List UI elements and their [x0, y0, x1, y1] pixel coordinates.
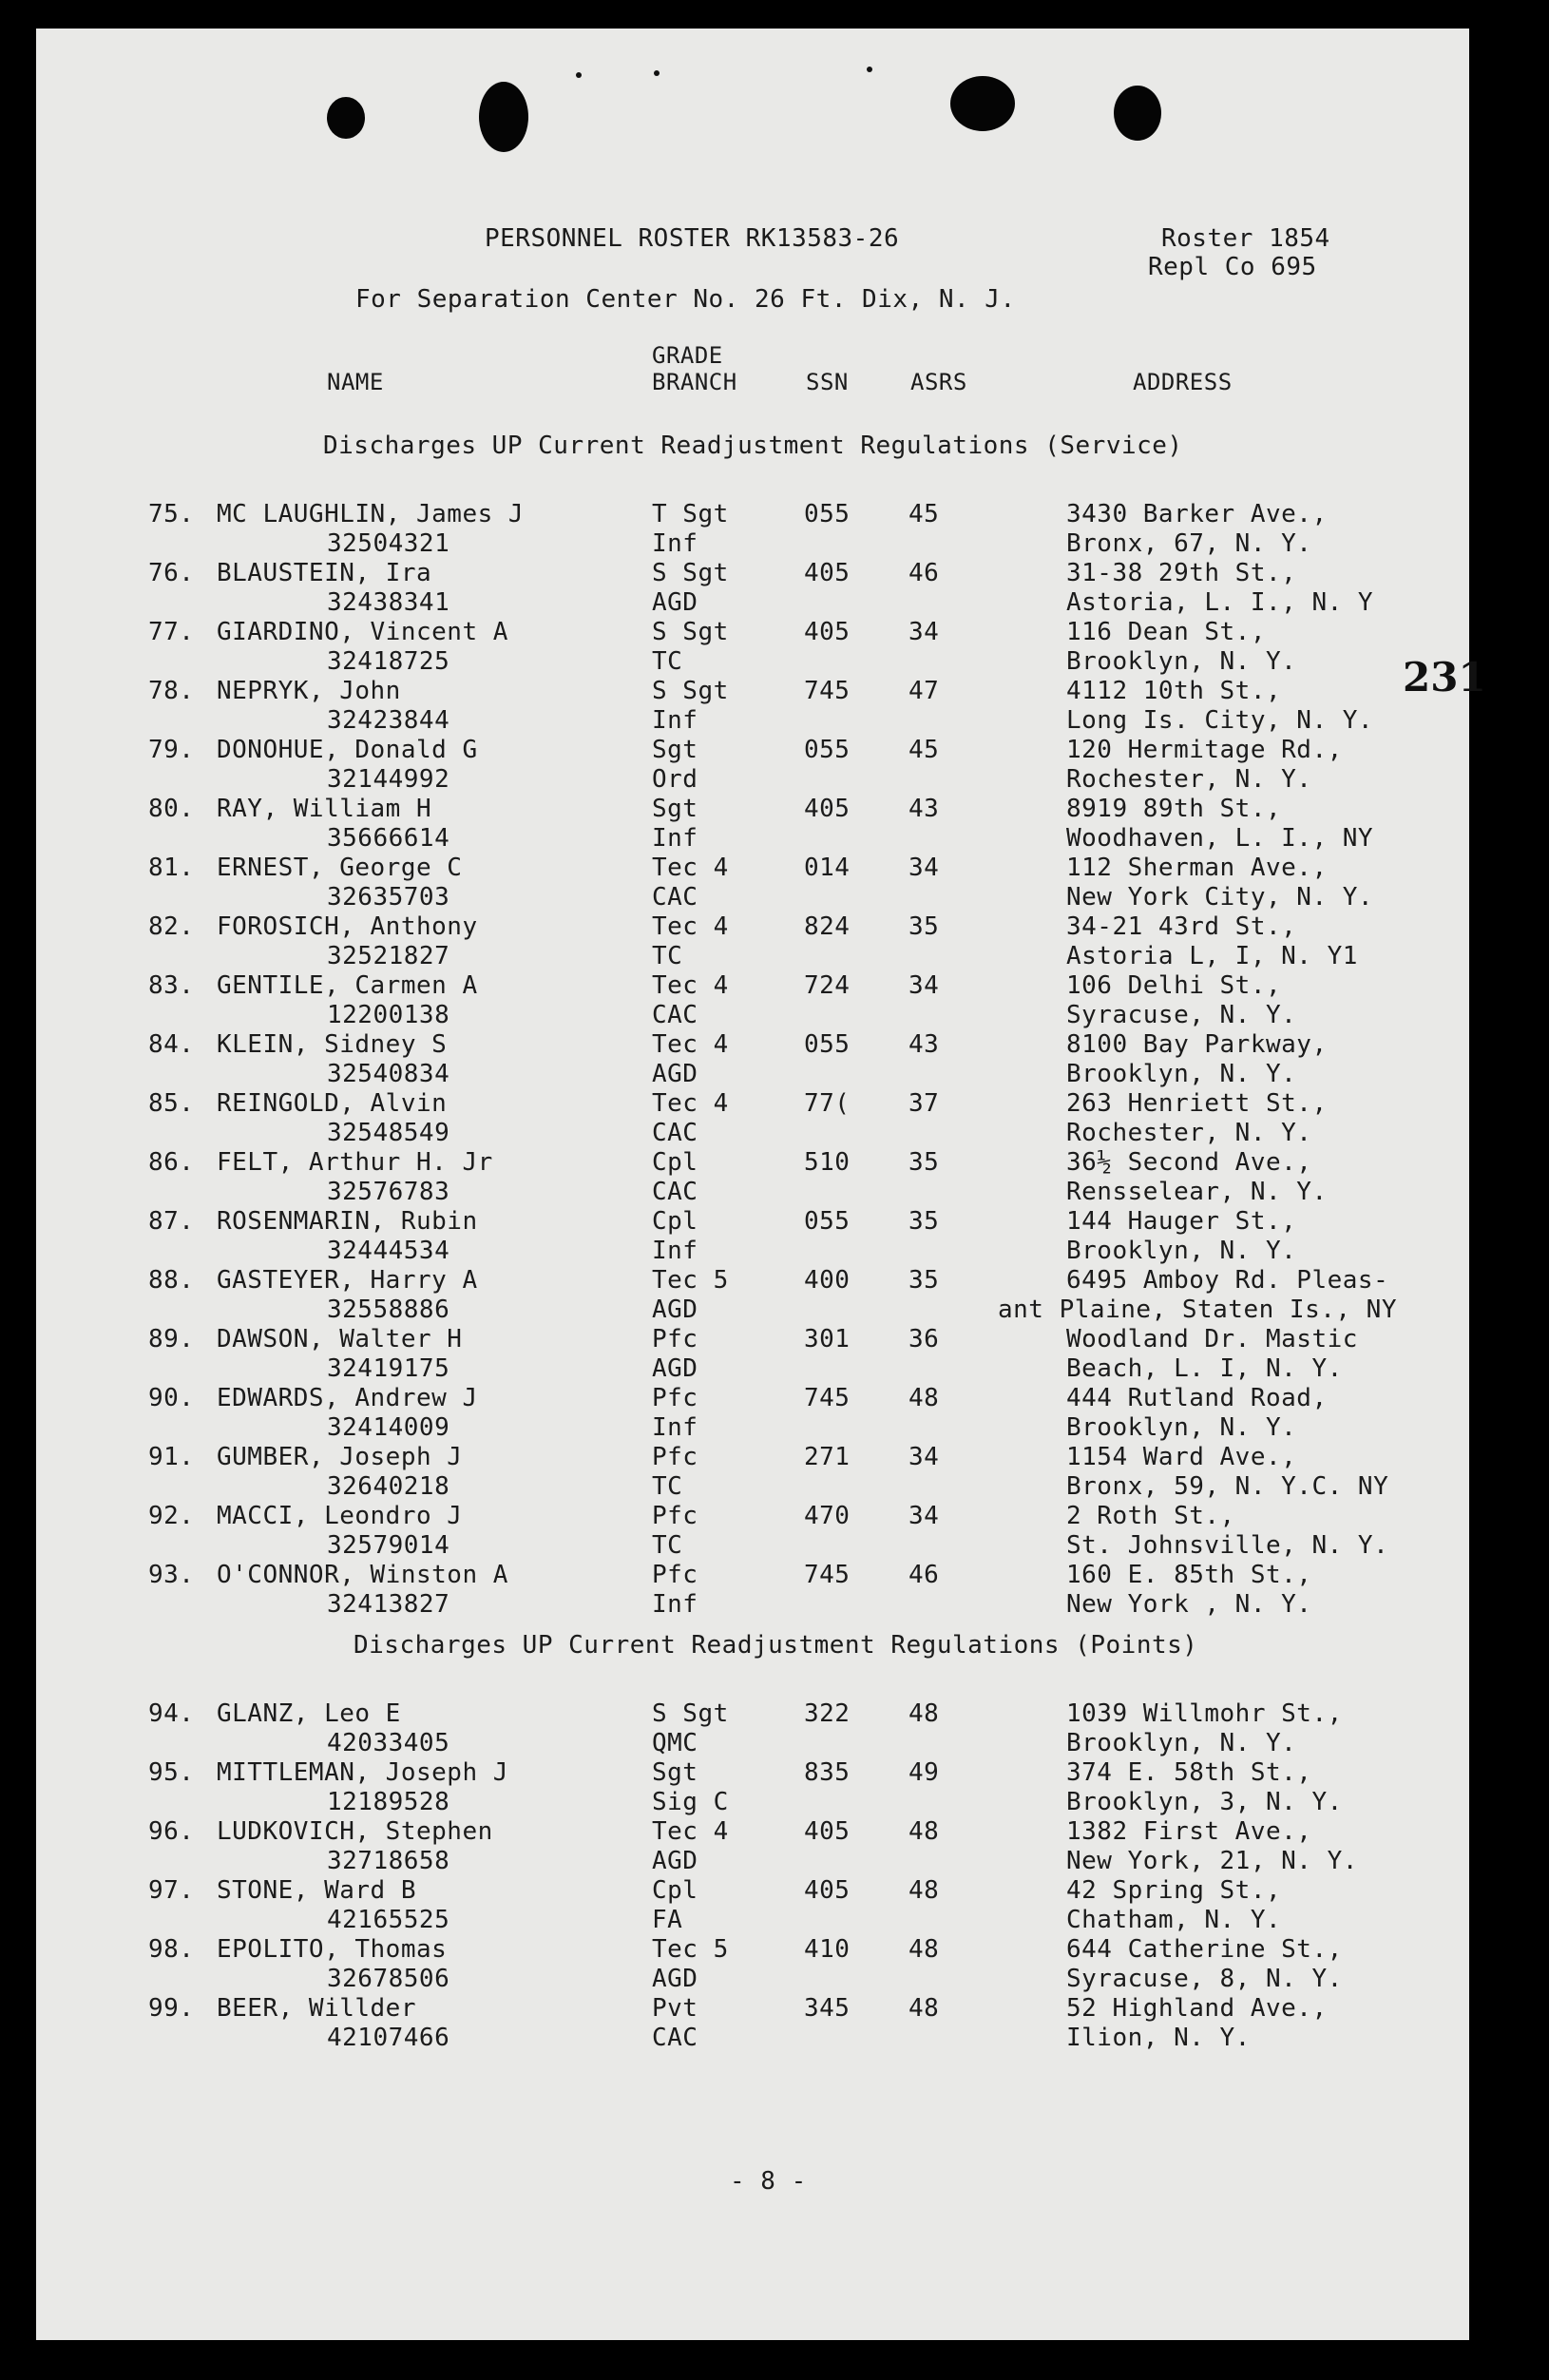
asrs-score: 49	[908, 1758, 940, 1787]
address-line-2: Long Is. City, N. Y.	[1066, 706, 1374, 735]
page-number: - 8 -	[730, 2167, 807, 2196]
address-line-1: 3430 Barker Ave.,	[1066, 500, 1328, 528]
row-number: 75.	[148, 500, 195, 528]
serial-number: 32678506	[327, 1965, 450, 1993]
soldier-name: DONOHUE, Donald G	[217, 736, 478, 764]
asrs-score: 48	[908, 1994, 940, 2023]
address-line-1: 160 E. 85th St.,	[1066, 1561, 1312, 1589]
address-line-2: Syracuse, N. Y.	[1066, 1001, 1297, 1029]
branch: TC	[652, 942, 683, 970]
address-line-2: St. Johnsville, N. Y.	[1066, 1531, 1389, 1560]
branch: Inf	[652, 529, 698, 558]
ssn: 745	[804, 1384, 851, 1412]
punch-hole	[1114, 86, 1161, 141]
row-number: 90.	[148, 1384, 195, 1412]
soldier-name: STONE, Ward B	[217, 1876, 416, 1905]
branch: AGD	[652, 1847, 698, 1875]
asrs-score: 34	[908, 971, 940, 1000]
address-line-1: 444 Rutland Road,	[1066, 1384, 1328, 1412]
grade: Tec 4	[652, 1817, 729, 1846]
address-line-2: Bronx, 59, N. Y.C. NY	[1066, 1472, 1389, 1501]
grade: Pfc	[652, 1384, 698, 1412]
soldier-name: GLANZ, Leo E	[217, 1699, 401, 1728]
branch: CAC	[652, 1119, 698, 1147]
soldier-name: LUDKOVICH, Stephen	[217, 1817, 493, 1846]
address-line-2: Bronx, 67, N. Y.	[1066, 529, 1312, 558]
ssn: 405	[804, 1876, 851, 1905]
branch: TC	[652, 1531, 683, 1560]
row-number: 78.	[148, 677, 195, 705]
row-number: 88.	[148, 1266, 195, 1295]
address-line-1: 34-21 43rd St.,	[1066, 912, 1297, 941]
row-number: 85.	[148, 1089, 195, 1118]
grade: S Sgt	[652, 1699, 729, 1728]
address-line-2: Brooklyn, N. Y.	[1066, 647, 1297, 676]
ssn: 405	[804, 618, 851, 646]
address-line-2: Ilion, N. Y.	[1066, 2024, 1251, 2052]
soldier-name: FOROSICH, Anthony	[217, 912, 478, 941]
address-line-1: 112 Sherman Ave.,	[1066, 854, 1328, 882]
grade: Sgt	[652, 736, 698, 764]
serial-number: 32419175	[327, 1354, 450, 1383]
branch: CAC	[652, 1178, 698, 1206]
asrs-score: 37	[908, 1089, 940, 1118]
branch: AGD	[652, 1060, 698, 1088]
soldier-name: BEER, Willder	[217, 1994, 416, 2023]
serial-number: 32640218	[327, 1472, 450, 1501]
serial-number: 42165525	[327, 1906, 450, 1934]
address-line-2: Astoria, L. I., N. Y	[1066, 588, 1374, 617]
asrs-score: 47	[908, 677, 940, 705]
address-line-1: 1039 Willmohr St.,	[1066, 1699, 1343, 1728]
address-line-1: 644 Catherine St.,	[1066, 1935, 1343, 1964]
address-line-1: 31-38 29th St.,	[1066, 559, 1297, 587]
soldier-name: ERNEST, George C	[217, 854, 463, 882]
row-number: 76.	[148, 559, 195, 587]
page-stamp: 231	[1403, 654, 1486, 701]
branch: FA	[652, 1906, 683, 1934]
address-line-1: 1154 Ward Ave.,	[1066, 1443, 1297, 1471]
serial-number: 32635703	[327, 883, 450, 912]
asrs-score: 35	[908, 1148, 940, 1177]
row-number: 95.	[148, 1758, 195, 1787]
asrs-score: 48	[908, 1935, 940, 1964]
row-number: 98.	[148, 1935, 195, 1964]
branch: Inf	[652, 1590, 698, 1619]
branch: CAC	[652, 1001, 698, 1029]
row-number: 94.	[148, 1699, 195, 1728]
grade: Tec 4	[652, 1030, 729, 1059]
soldier-name: MACCI, Leondro J	[217, 1502, 463, 1530]
ssn: 055	[804, 1207, 851, 1236]
grade: Cpl	[652, 1876, 698, 1905]
serial-number: 32414009	[327, 1413, 450, 1442]
serial-number: 32718658	[327, 1847, 450, 1875]
soldier-name: GIARDINO, Vincent A	[217, 618, 508, 646]
branch: TC	[652, 647, 683, 676]
soldier-name: BLAUSTEIN, Ira	[217, 559, 432, 587]
serial-number: 12200138	[327, 1001, 450, 1029]
row-number: 89.	[148, 1325, 195, 1353]
row-number: 82.	[148, 912, 195, 941]
col-asrs-header: ASRS	[910, 369, 967, 395]
serial-number: 32438341	[327, 588, 450, 617]
row-number: 81.	[148, 854, 195, 882]
soldier-name: KLEIN, Sidney S	[217, 1030, 448, 1059]
ssn: 405	[804, 559, 851, 587]
branch: Inf	[652, 824, 698, 853]
soldier-name: ROSENMARIN, Rubin	[217, 1207, 478, 1236]
branch: CAC	[652, 2024, 698, 2052]
serial-number: 32444534	[327, 1237, 450, 1265]
roster-subtitle: For Separation Center No. 26 Ft. Dix, N. J.	[355, 285, 1016, 314]
row-number: 80.	[148, 795, 195, 823]
serial-number: 32558886	[327, 1296, 450, 1324]
serial-number: 32521827	[327, 942, 450, 970]
grade: Pvt	[652, 1994, 698, 2023]
address-line-2: Brooklyn, N. Y.	[1066, 1060, 1297, 1088]
address-line-2: Brooklyn, N. Y.	[1066, 1413, 1297, 1442]
row-number: 84.	[148, 1030, 195, 1059]
address-line-2: Rensselear, N. Y.	[1066, 1178, 1328, 1206]
branch: AGD	[652, 588, 698, 617]
serial-number: 42107466	[327, 2024, 450, 2052]
address-line-1: 116 Dean St.,	[1066, 618, 1266, 646]
ssn: 745	[804, 677, 851, 705]
ssn: 824	[804, 912, 851, 941]
address-line-1: 120 Hermitage Rd.,	[1066, 736, 1343, 764]
row-number: 92.	[148, 1502, 195, 1530]
asrs-score: 46	[908, 559, 940, 587]
serial-number: 12189528	[327, 1788, 450, 1816]
branch: QMC	[652, 1729, 698, 1757]
ssn: 405	[804, 1817, 851, 1846]
address-line-1: 2 Roth St.,	[1066, 1502, 1235, 1530]
address-line-2: Astoria L, I, N. Y1	[1066, 942, 1358, 970]
section-heading-points: Discharges UP Current Readjustment Regulations (Points)	[354, 1631, 1198, 1660]
asrs-score: 36	[908, 1325, 940, 1353]
asrs-score: 35	[908, 1207, 940, 1236]
grade: Pfc	[652, 1443, 698, 1471]
soldier-name: EDWARDS, Andrew J	[217, 1384, 478, 1412]
asrs-score: 35	[908, 1266, 940, 1295]
row-number: 97.	[148, 1876, 195, 1905]
branch: AGD	[652, 1354, 698, 1383]
ssn: 322	[804, 1699, 851, 1728]
address-line-1: 8100 Bay Parkway,	[1066, 1030, 1328, 1059]
serial-number: 32418725	[327, 647, 450, 676]
grade: Tec 5	[652, 1266, 729, 1295]
roster-number: Roster 1854	[1161, 224, 1330, 253]
grade: S Sgt	[652, 559, 729, 587]
grade: Tec 5	[652, 1935, 729, 1964]
grade: S Sgt	[652, 618, 729, 646]
asrs-score: 48	[908, 1876, 940, 1905]
grade: Tec 4	[652, 854, 729, 882]
punch-hole	[479, 82, 528, 152]
branch: Sig C	[652, 1788, 729, 1816]
serial-number: 32144992	[327, 765, 450, 794]
speck	[867, 67, 872, 72]
ssn: 055	[804, 1030, 851, 1059]
speck	[576, 72, 582, 78]
row-number: 79.	[148, 736, 195, 764]
branch: Inf	[652, 1237, 698, 1265]
serial-number: 32504321	[327, 529, 450, 558]
ssn: 301	[804, 1325, 851, 1353]
address-line-1: 36½ Second Ave.,	[1066, 1148, 1312, 1177]
address-line-2: New York, 21, N. Y.	[1066, 1847, 1358, 1875]
address-line-1: 1382 First Ave.,	[1066, 1817, 1312, 1846]
branch: AGD	[652, 1965, 698, 1993]
soldier-name: GUMBER, Joseph J	[217, 1443, 463, 1471]
address-line-1: 263 Henriett St.,	[1066, 1089, 1328, 1118]
serial-number: 42033405	[327, 1729, 450, 1757]
branch: CAC	[652, 883, 698, 912]
soldier-name: GASTEYER, Harry A	[217, 1266, 478, 1295]
asrs-score: 43	[908, 795, 940, 823]
serial-number: 32579014	[327, 1531, 450, 1560]
asrs-score: 34	[908, 854, 940, 882]
soldier-name: GENTILE, Carmen A	[217, 971, 478, 1000]
soldier-name: NEPRYK, John	[217, 677, 401, 705]
punch-hole	[327, 97, 365, 139]
grade: Tec 4	[652, 971, 729, 1000]
col-grade-header: GRADE	[652, 342, 723, 369]
ssn: 345	[804, 1994, 851, 2023]
serial-number: 35666614	[327, 824, 450, 853]
branch: AGD	[652, 1296, 698, 1324]
soldier-name: DAWSON, Walter H	[217, 1325, 463, 1353]
row-number: 86.	[148, 1148, 195, 1177]
soldier-name: REINGOLD, Alvin	[217, 1089, 448, 1118]
document-page	[36, 29, 1486, 2340]
roster-title: PERSONNEL ROSTER RK13583-26	[485, 224, 900, 253]
col-address-header: ADDRESS	[1133, 369, 1233, 395]
address-line-2: Brooklyn, N. Y.	[1066, 1237, 1297, 1265]
address-line-1: 4112 10th St.,	[1066, 677, 1282, 705]
serial-number: 32548549	[327, 1119, 450, 1147]
serial-number: 32540834	[327, 1060, 450, 1088]
branch: Ord	[652, 765, 698, 794]
address-line-2: Brooklyn, 3, N. Y.	[1066, 1788, 1343, 1816]
row-number: 87.	[148, 1207, 195, 1236]
address-line-1: 8919 89th St.,	[1066, 795, 1282, 823]
asrs-score: 46	[908, 1561, 940, 1589]
ssn: 014	[804, 854, 851, 882]
address-line-1: Woodland Dr. Mastic	[1066, 1325, 1358, 1353]
asrs-score: 34	[908, 1502, 940, 1530]
grade: Pfc	[652, 1561, 698, 1589]
speck	[654, 70, 660, 76]
grade: T Sgt	[652, 500, 729, 528]
section-heading-service: Discharges UP Current Readjustment Regulations (Service)	[323, 432, 1183, 460]
col-name-header: NAME	[327, 369, 384, 395]
ssn: 724	[804, 971, 851, 1000]
asrs-score: 48	[908, 1817, 940, 1846]
branch: TC	[652, 1472, 683, 1501]
serial-number: 32413827	[327, 1590, 450, 1619]
address-line-2: New York City, N. Y.	[1066, 883, 1374, 912]
ssn: 271	[804, 1443, 851, 1471]
asrs-score: 35	[908, 912, 940, 941]
grade: Tec 4	[652, 912, 729, 941]
company-label: Repl Co 695	[1148, 253, 1317, 281]
row-number: 99.	[148, 1994, 195, 2023]
address-line-2: Woodhaven, L. I., NY	[1066, 824, 1374, 853]
soldier-name: FELT, Arthur H. Jr	[217, 1148, 493, 1177]
ssn: 055	[804, 736, 851, 764]
row-number: 77.	[148, 618, 195, 646]
serial-number: 32576783	[327, 1178, 450, 1206]
asrs-score: 34	[908, 1443, 940, 1471]
ssn: 470	[804, 1502, 851, 1530]
asrs-score: 45	[908, 736, 940, 764]
ssn: 835	[804, 1758, 851, 1787]
address-line-1: 144 Hauger St.,	[1066, 1207, 1297, 1236]
grade: Cpl	[652, 1148, 698, 1177]
ssn: 77(	[804, 1089, 851, 1118]
ssn: 405	[804, 795, 851, 823]
address-line-2: Beach, L. I, N. Y.	[1066, 1354, 1343, 1383]
soldier-name: MITTLEMAN, Joseph J	[217, 1758, 508, 1787]
row-number: 96.	[148, 1817, 195, 1846]
address-line-1: 52 Highland Ave.,	[1066, 1994, 1328, 2023]
address-line-2: Chatham, N. Y.	[1066, 1906, 1282, 1934]
grade: Pfc	[652, 1502, 698, 1530]
ssn: 745	[804, 1561, 851, 1589]
address-line-1: 106 Delhi St.,	[1066, 971, 1282, 1000]
address-line-2: Rochester, N. Y.	[1066, 765, 1312, 794]
grade: Cpl	[652, 1207, 698, 1236]
asrs-score: 48	[908, 1384, 940, 1412]
address-line-1: 42 Spring St.,	[1066, 1876, 1282, 1905]
asrs-score: 45	[908, 500, 940, 528]
asrs-score: 43	[908, 1030, 940, 1059]
soldier-name: EPOLITO, Thomas	[217, 1935, 448, 1964]
row-number: 83.	[148, 971, 195, 1000]
address-line-2: Rochester, N. Y.	[1066, 1119, 1312, 1147]
branch: Inf	[652, 1413, 698, 1442]
asrs-score: 48	[908, 1699, 940, 1728]
soldier-name: MC LAUGHLIN, James J	[217, 500, 525, 528]
serial-number: 32423844	[327, 706, 450, 735]
address-line-1: 6495 Amboy Rd. Pleas-	[1066, 1266, 1389, 1295]
address-line-2: Syracuse, 8, N. Y.	[1066, 1965, 1343, 1993]
address-line-2: New York , N. Y.	[1066, 1590, 1312, 1619]
col-ssn-header: SSN	[806, 369, 849, 395]
soldier-name: RAY, William H	[217, 795, 432, 823]
grade: Tec 4	[652, 1089, 729, 1118]
grade: Sgt	[652, 795, 698, 823]
col-branch-header: BRANCH	[652, 369, 737, 395]
grade: Pfc	[652, 1325, 698, 1353]
ssn: 510	[804, 1148, 851, 1177]
asrs-score: 34	[908, 618, 940, 646]
row-number: 91.	[148, 1443, 195, 1471]
soldier-name: O'CONNOR, Winston A	[217, 1561, 508, 1589]
punch-hole	[950, 76, 1015, 131]
row-number: 93.	[148, 1561, 195, 1589]
address-line-2: Brooklyn, N. Y.	[1066, 1729, 1297, 1757]
grade: S Sgt	[652, 677, 729, 705]
ssn: 400	[804, 1266, 851, 1295]
ssn: 410	[804, 1935, 851, 1964]
address-line-1: 374 E. 58th St.,	[1066, 1758, 1312, 1787]
ssn: 055	[804, 500, 851, 528]
address-line-2: ant Plaine, Staten Is., NY	[998, 1296, 1397, 1324]
branch: Inf	[652, 706, 698, 735]
grade: Sgt	[652, 1758, 698, 1787]
